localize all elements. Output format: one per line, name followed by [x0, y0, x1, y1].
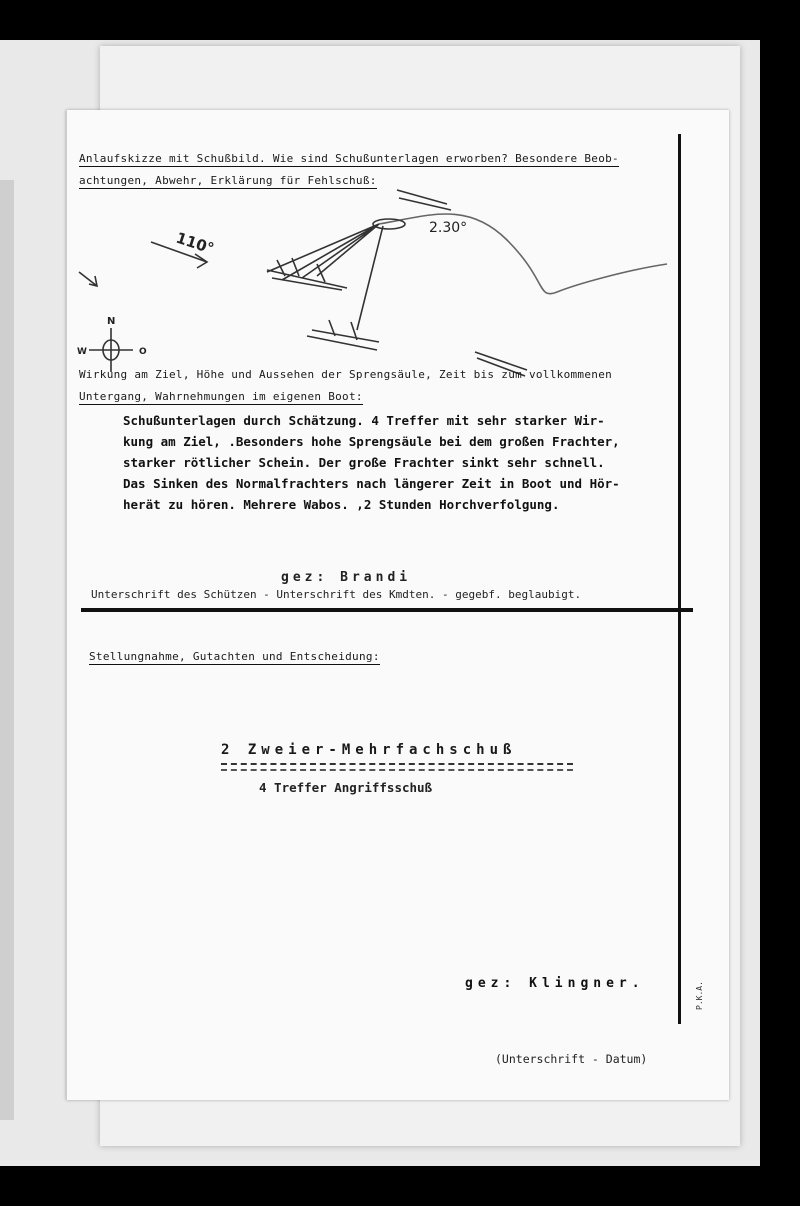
time-label: 2.30° — [429, 220, 468, 236]
body-line: starker rötlicher Schein. Der große Frachter sinkt sehr schnell. — [123, 455, 605, 470]
body-line: Schußunterlagen durch Schätzung. 4 Treffer mit sehr starker Wir- — [123, 413, 605, 428]
body-line: kung am Ziel, .Besonders hohe Sprengsäule bei dem großen Frachter, — [123, 434, 620, 449]
sketch-heading-line2: achtungen, Abwehr, Erklärung für Fehlschuß: — [79, 174, 377, 187]
compass-w: W — [77, 347, 87, 357]
document-page — [66, 110, 729, 1100]
body-line: Das Sinken des Normalfrachters nach längerer Zeit in Boot und Hör- — [123, 476, 620, 491]
attack-sketch — [67, 180, 687, 380]
course-label: 110° — [173, 228, 217, 258]
opinion-heading: Stellungnahme, Gutachten und Entscheidung: — [89, 650, 380, 663]
verdict-subtitle: 4 Treffer Angriffsschuß — [259, 780, 433, 795]
adjacent-page-edge — [0, 180, 14, 1120]
compass-o: O — [139, 347, 147, 357]
report-body — [123, 410, 703, 515]
shooter-signature: gez: Brandi — [281, 570, 412, 585]
compass-n: N — [107, 316, 116, 327]
signature-caption: Unterschrift des Schützen - Unterschrift des Kmdten. - gegebf. beglaubigt. — [91, 588, 582, 601]
sketch-heading-line1: Anlaufskizze mit Schußbild. Wie sind Schußunterlagen erworben? Besondere Beob- — [79, 152, 619, 165]
effect-heading-line1: Wirkung am Ziel, Höhe und Aussehen der Sprengsäule, Zeit bis zum vollkommenen — [79, 368, 613, 381]
reviewer-signature: gez: Klingner. — [465, 976, 645, 991]
signature-date-caption: (Unterschrift - Datum) — [495, 1052, 648, 1066]
body-line: herät zu hören. Mehrere Wabos. ,2 Stunden Horchverfolgung. — [123, 497, 560, 512]
side-stamp: P.K.A. — [695, 981, 704, 1010]
verdict-title: 2 Zweier-Mehrfachschuß — [221, 742, 517, 758]
verdict-underline — [221, 763, 573, 771]
section-divider — [81, 608, 693, 612]
effect-heading-line2: Untergang, Wahrnehmungen im eigenen Boot: — [79, 390, 363, 403]
